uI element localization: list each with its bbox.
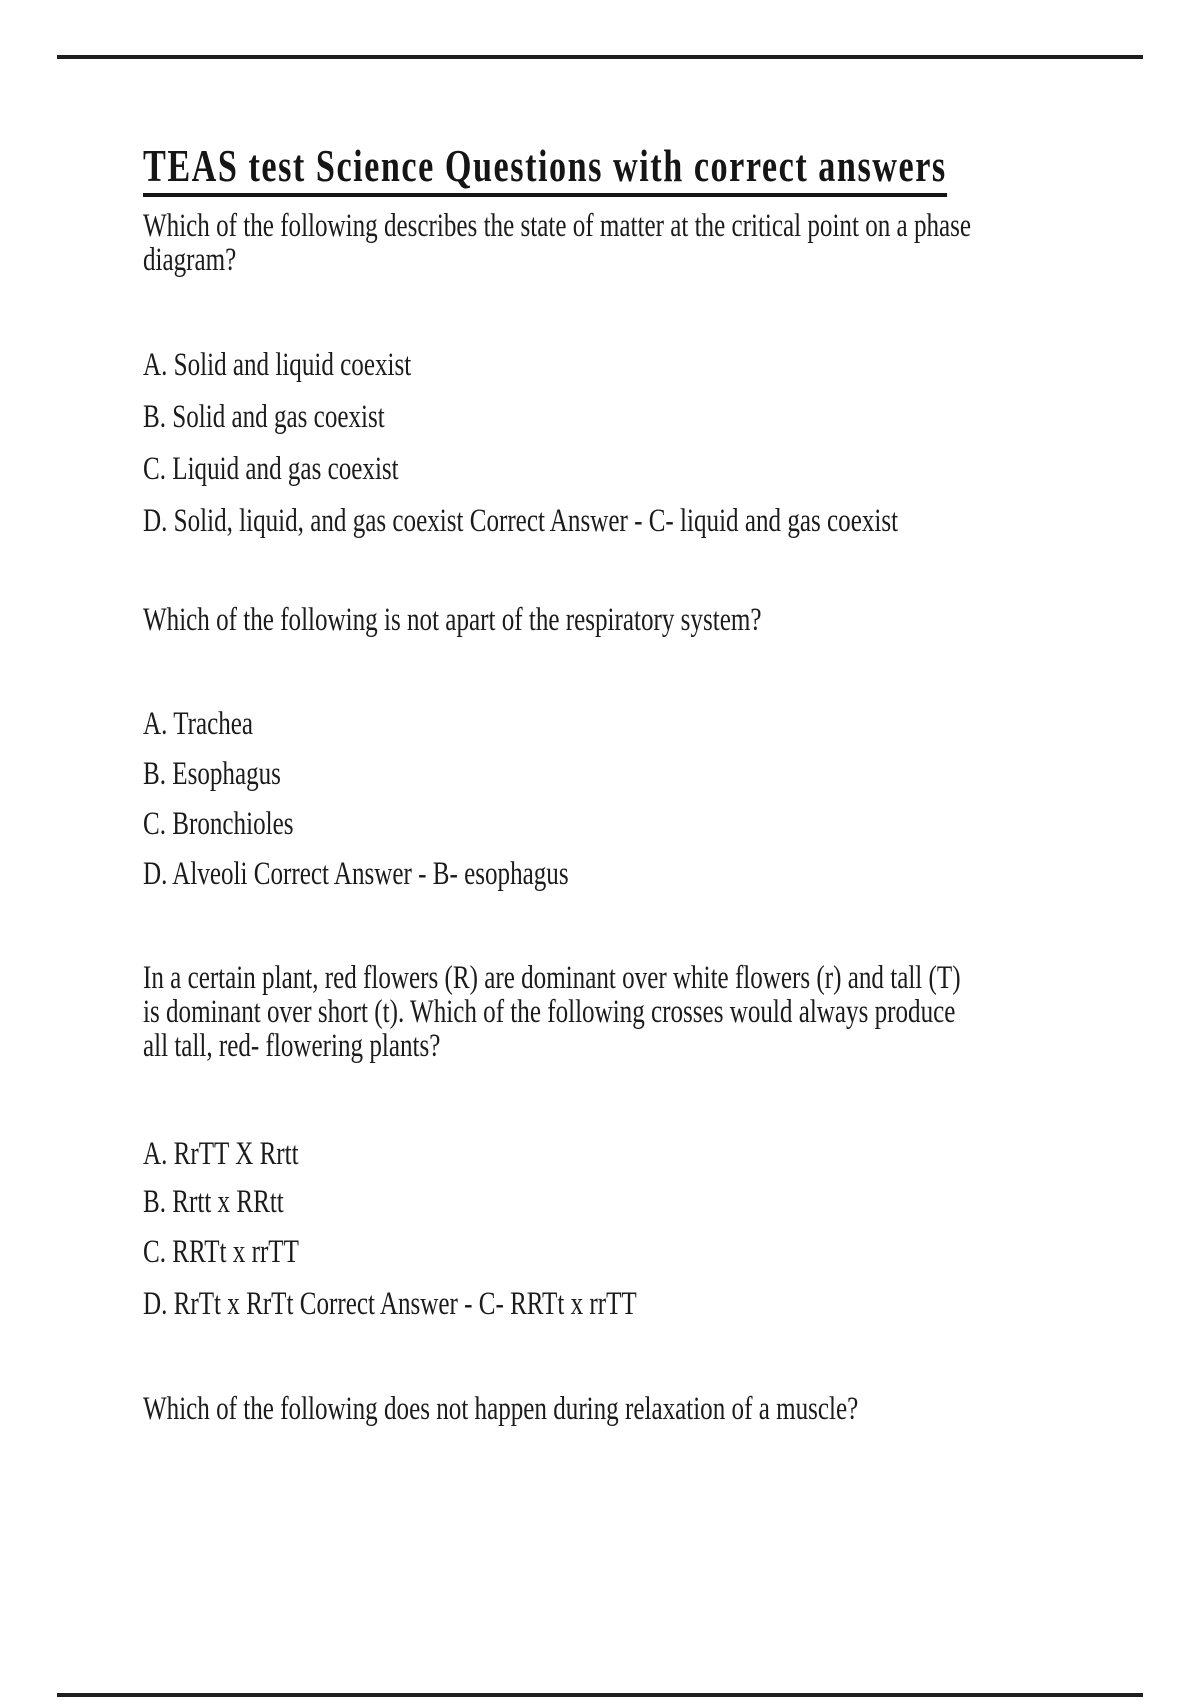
answer-option: C. RRTt x rrTT (143, 1234, 299, 1270)
question-prompt (143, 209, 971, 277)
answer-option: C. Bronchioles (143, 806, 294, 842)
question-prompt (143, 603, 761, 637)
question-prompt (143, 961, 961, 1063)
question-prompt-line: is dominant over short (t). Which of the following crosses would always produce (143, 994, 956, 1030)
answer-option: C. Liquid and gas coexist (143, 451, 399, 487)
question-prompt-line: all tall, red- flowering plants? (143, 1028, 441, 1064)
page-title (143, 142, 947, 197)
answer-option: A. Trachea (143, 706, 254, 742)
question-prompt-line: diagram? (143, 242, 237, 278)
answer-option: B. Rrtt x RRtt (143, 1184, 284, 1220)
bottom-divider (57, 1693, 1143, 1697)
page-title-text: TEAS test Science Questions with correct answers (143, 142, 947, 197)
top-divider (57, 55, 1143, 59)
question-prompt-line: Which of the following is not apart of the respiratory system? (143, 602, 762, 638)
answer-option: D. Solid, liquid, and gas coexist Correct Answer - C- liquid and gas coexist (143, 503, 899, 539)
question-prompt (143, 1392, 858, 1426)
question-prompt-line: Which of the following describes the state of matter at the critical point on a phase (143, 208, 972, 244)
answer-option: D. Alveoli Correct Answer - B- esophagus (143, 856, 569, 892)
question-prompt-line: Which of the following does not happen during relaxation of a muscle? (143, 1391, 859, 1427)
answer-option: D. RrTt x RrTt Correct Answer - C- RRTt x rrTT (143, 1286, 637, 1322)
answer-option: A. RrTT X Rrtt (143, 1136, 299, 1172)
answer-option: A. Solid and liquid coexist (143, 347, 412, 383)
question-prompt-line: In a certain plant, red flowers (R) are dominant over white flowers (r) and tall (T) (143, 960, 961, 996)
answer-option: B. Solid and gas coexist (143, 399, 385, 435)
answer-option: B. Esophagus (143, 756, 281, 792)
